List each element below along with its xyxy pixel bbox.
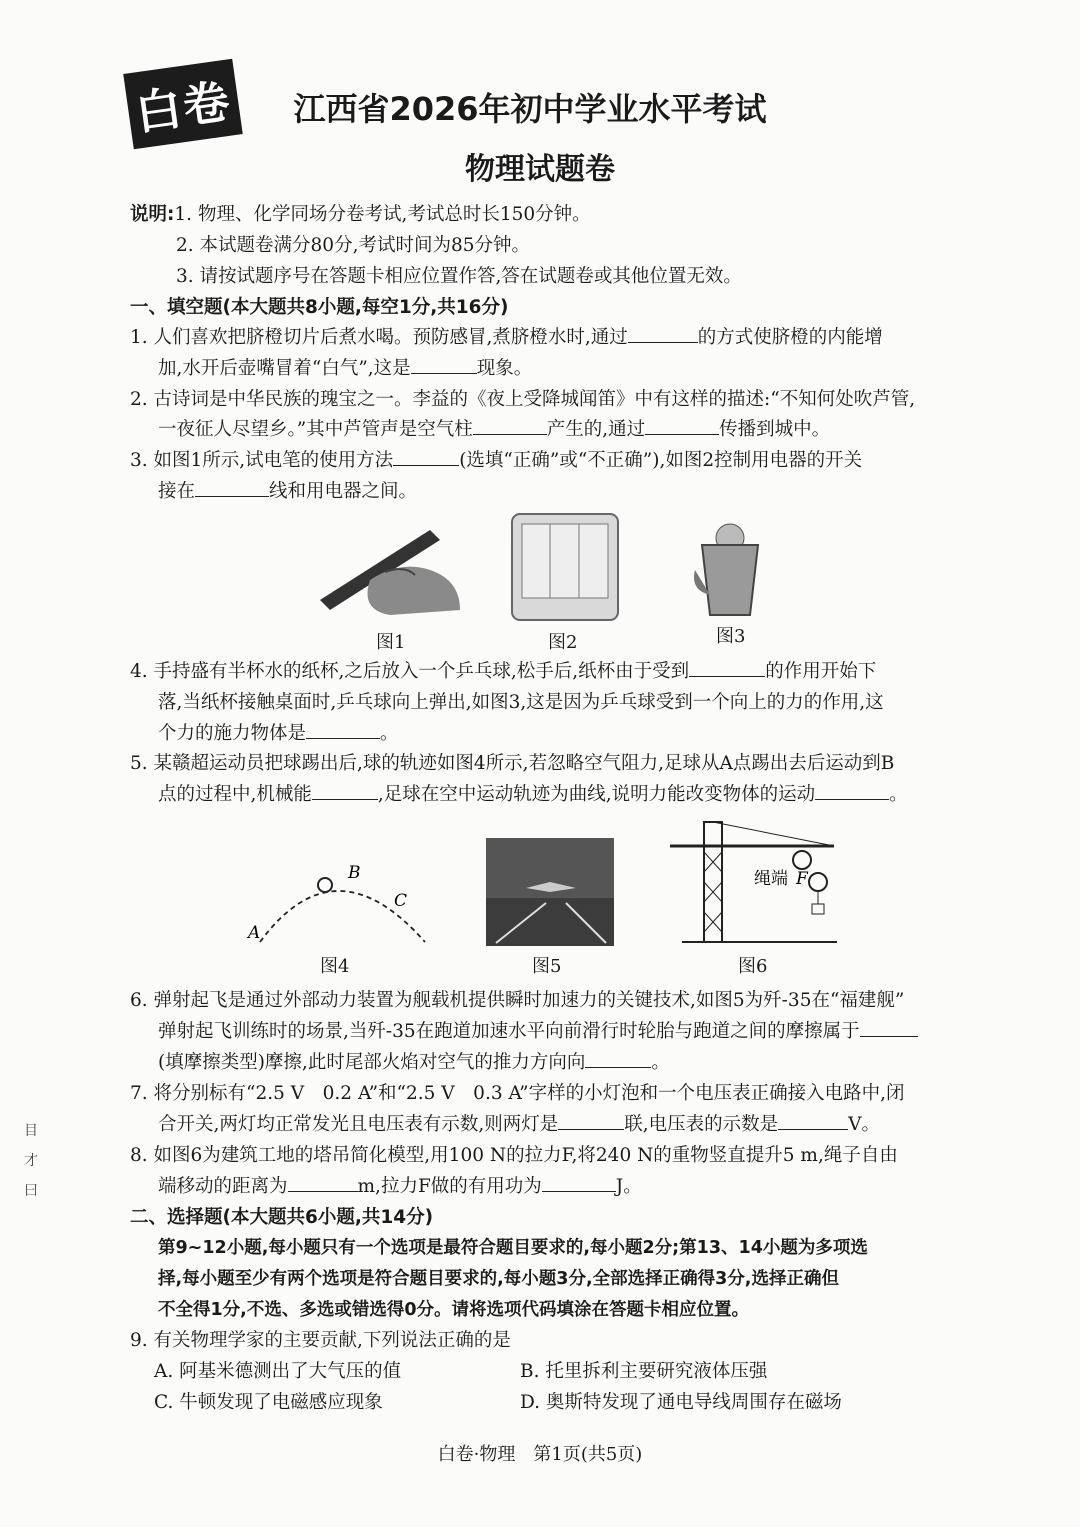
q5-line-1: 5. 某赣超运动员把球踢出后,球的轨迹如图4所示,若忽略空气阻力,足球从A点踢出去后运动到B — [130, 753, 895, 774]
q9-option-c: C. 牛顿发现了电磁感应现象 — [154, 1392, 383, 1413]
force-f-label: F — [796, 869, 808, 889]
q6-line-1: 6. 弹射起飞是通过外部动力装置为舰载机提供瞬时加速力的关键技术,如图5为歼-35在“福建舰” — [130, 990, 905, 1011]
notes-line-1: 说明:1. 物理、化学同场分卷考试,考试总时长150分钟。 — [130, 204, 591, 225]
q2-line-1: 2. 古诗词是中华民族的瑰宝之一。李益的《夜上受降城闻笛》中有这样的描述:“不知何处吹芦管, — [130, 389, 916, 410]
page-footer: 白卷·物理 第1页(共5页) — [437, 1444, 643, 1465]
q1-line-2: 加,水开后壶嘴冒着“白气”,这是 现象。 — [158, 354, 532, 380]
point-b-label: B — [348, 863, 361, 883]
q6-line-3: (填摩擦类型)摩擦,此时尾部火焰对空气的推力方向向 。 — [158, 1048, 670, 1074]
q9-option-b: B. 托里拆利主要研究液体压强 — [520, 1361, 768, 1382]
section-heading-2: 二、选择题(本大题共6小题,共14分) — [130, 1207, 434, 1228]
margin-mark-2: 才 — [24, 1153, 38, 1169]
margin-mark-1: 目 — [24, 1123, 38, 1139]
figure-1-caption: 图1 — [376, 632, 406, 653]
q9-option-a: A. 阿基米德测出了大气压的值 — [154, 1361, 402, 1382]
figure-4-trajectory — [240, 860, 440, 950]
margin-mark-3: 曰 — [24, 1183, 38, 1199]
q4-line-3: 个力的施力物体是 。 — [158, 719, 399, 745]
q9-option-d: D. 奥斯特发现了通电导线周围存在磁场 — [520, 1392, 842, 1413]
section-2-note-1: 第9~12小题,每小题只有一个选项是最符合题目要求的,每小题2分;第13、14小题为多项选 — [158, 1238, 868, 1258]
q6-line-2: 弹射起飞训练时的场景,当歼-35在跑道加速水平向前滑行时轮胎与跑道之间的摩擦属于 — [158, 1017, 918, 1043]
figure-2-switch — [510, 512, 620, 622]
figure-1-test-pen — [310, 510, 470, 620]
notes-line-3: 3. 请按试题序号在答题卡相应位置作答,答在试题卷或其他位置无效。 — [176, 266, 742, 287]
page-subtitle: 物理试题卷 — [465, 152, 615, 187]
notes-line-2: 2. 本试题卷满分80分,考试时间为85分钟。 — [176, 235, 530, 256]
page-title: 江西省2026年初中学业水平考试 — [293, 90, 767, 128]
q9-stem: 9. 有关物理学家的主要贡献,下列说法正确的是 — [130, 1330, 511, 1351]
figure-6-caption: 图6 — [738, 956, 768, 977]
figure-6-tower-crane — [662, 812, 842, 948]
q4-line-2: 落,当纸杯接触桌面时,乒乓球向上弹出,如图3,这是因为乒乓球受到一个向上的力的作用,这 — [158, 692, 884, 713]
figure-5-jet-photo — [486, 838, 614, 946]
q5-line-2: 点的过程中,机械能 ,足球在空中运动轨迹为曲线,说明力能改变物体的运动 。 — [158, 780, 908, 806]
q4-line-1: 4. 手持盛有半杯水的纸杯,之后放入一个乒乓球,松手后,纸杯由于受到 的作用开始下 — [130, 657, 876, 683]
figure-3-paper-cup — [690, 520, 770, 620]
paper-badge: 白卷 — [123, 59, 243, 150]
figure-2-caption: 图2 — [548, 632, 578, 653]
q3-line-2: 接在 线和用电器之间。 — [158, 477, 417, 503]
point-a-label: A — [248, 923, 261, 943]
q1-line-1: 1. 人们喜欢把脐橙切片后煮水喝。预防感冒,煮脐橙水时,通过 的方式使脐橙的内能增 — [130, 323, 883, 349]
point-c-label: C — [394, 891, 408, 911]
q2-line-2: 一夜征人尽望乡。”其中芦管声是空气柱 产生的,通过 传播到城中。 — [158, 415, 830, 441]
section-2-note-2: 择,每小题至少有两个选项是符合题目要求的,每小题3分,全部选择正确得3分,选择正确但 — [158, 1269, 839, 1289]
section-heading-1: 一、填空题(本大题共8小题,每空1分,共16分) — [130, 297, 509, 318]
rope-end-label: 绳端 — [754, 869, 788, 889]
q8-line-2: 端移动的距离为 m,拉力F做的有用功为 J。 — [158, 1172, 642, 1198]
q7-line-1: 7. 将分别标有“2.5 V 0.2 A”和“2.5 V 0.3 A”字样的小灯泡和一个电压表正确接入电路中,闭 — [130, 1083, 905, 1104]
section-2-note-3: 不全得1分,不选、多选或错选得0分。请将选项代码填涂在答题卡相应位置。 — [158, 1300, 749, 1320]
q7-line-2: 合开关,两灯均正常发光且电压表有示数,则两灯是 联,电压表的示数是 V。 — [158, 1110, 880, 1136]
q8-line-1: 8. 如图6为建筑工地的塔吊简化模型,用100 N的拉力F,将240 N的重物竖直提升5 m,绳子自由 — [130, 1145, 898, 1166]
figure-4-caption: 图4 — [320, 956, 350, 977]
figure-5-caption: 图5 — [532, 956, 562, 977]
figure-3-caption: 图3 — [716, 626, 746, 647]
q3-line-1: 3. 如图1所示,试电笔的使用方法 (选填“正确”或“不正确”),如图2控制用电器的开关 — [130, 446, 862, 472]
